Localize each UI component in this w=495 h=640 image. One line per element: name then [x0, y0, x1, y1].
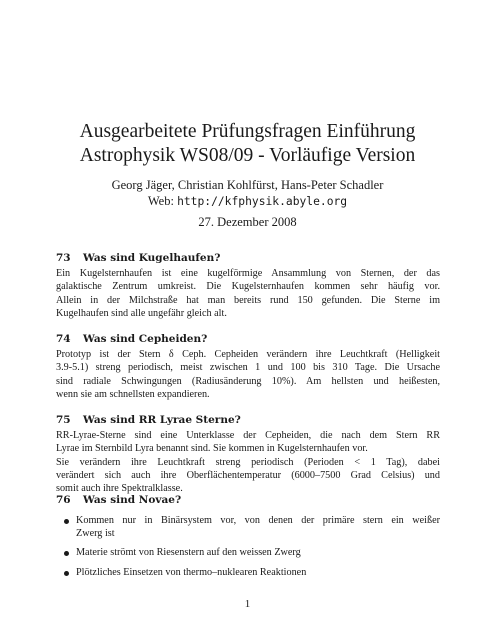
web-line [20, 194, 475, 209]
text-line: Zwerg ist [76, 528, 115, 540]
document-date: 27. Dezember 2008 [198, 215, 297, 229]
bullet-icon [64, 519, 69, 524]
bullet-icon [64, 551, 69, 556]
title-line-1: Ausgearbeitete Prüfungsfragen Einführung [79, 121, 416, 142]
section-text-74 [56, 348, 440, 401]
section-heading-73 [56, 252, 220, 264]
text-line: Prototyp ist der Stern δ Ceph. Cepheiden verändern ihre Leuchtkraft (Helligkeit [56, 349, 440, 360]
text-line: Materie strömt von Riesenstern auf den weissen Zwerg [76, 547, 301, 558]
text-line: Lyrae im Sternbild Lyra benannt sind. Sie kommen in Kugelsternhaufen vor. [56, 443, 368, 455]
text-line: sind radiale Schwingungen (Radiusänderung 10%). Am hellsten und heißesten, [56, 375, 440, 387]
page-number: 1 [244, 598, 251, 610]
section-number: 74 [56, 333, 71, 345]
text-line: Kugelhaufen sind alle ungefähr gleich alt. [56, 307, 227, 319]
section-number: 73 [56, 252, 71, 264]
text-line: Sie verändern ihre Leuchtkraft streng periodisch (Perioden < 1 Tag), dabei [56, 456, 440, 468]
section-text-75 [56, 429, 440, 495]
web-url-link[interactable]: http://kfphysik.abyle.org [177, 195, 348, 208]
text-line: Kommen nur in Binärsystem vor, von denen der primäre stern ein weißer [76, 515, 440, 526]
title-line-2: Astrophysik WS08/09 - Vorläufige Version [79, 145, 416, 166]
text-line: Plötzliches Einsetzen von thermo–nuklearen Reaktionen [76, 567, 307, 578]
document-title [40, 120, 455, 168]
section-title: Was sind RR Lyrae Sterne? [83, 414, 241, 426]
section-title: Was sind Cepheiden? [83, 333, 208, 345]
section-number: 75 [56, 414, 71, 426]
section-heading-76 [56, 494, 181, 506]
section-title: Was sind Novae? [83, 494, 182, 506]
section-text-73 [56, 267, 440, 320]
text-line: somit auch ihre Spektralklasse. [56, 483, 183, 495]
section-number: 76 [56, 494, 71, 506]
section-heading-74 [56, 333, 207, 345]
section-title: Was sind Kugelhaufen? [83, 252, 221, 264]
text-line: Allein in der Milchstraße hat man bereits rund 150 gefunden. Die Sterne im [56, 294, 440, 306]
text-line: wenn sie am schnellsten expandieren. [56, 388, 210, 400]
text-line: verändert sich auch ihre Oberflächentemperatur (6000–7500 Grad Celsius) und [56, 469, 440, 481]
bullet-icon [64, 571, 69, 576]
text-line: Ein Kugelsternhaufen ist eine kugelförmige Ansammlung von Sternen, der das [56, 268, 440, 279]
text-line: RR-Lyrae-Sterne sind eine Unterklasse der Cepheiden, die nach dem Stern RR [56, 430, 440, 441]
text-line: 3.9-5.1) streng periodisch, meist zwischen 1 und 100 bis 310 Tage. Die Ursache [56, 362, 440, 374]
text-line: galaktische Zentrum umkreist. Die Kugelsternhaufen kommen sehr häufig vor. [56, 281, 440, 293]
web-label: Web: [147, 194, 174, 208]
authors: Georg Jäger, Christian Kohlfürst, Hans-Peter Schadler [111, 178, 384, 192]
section-heading-75 [56, 414, 241, 426]
